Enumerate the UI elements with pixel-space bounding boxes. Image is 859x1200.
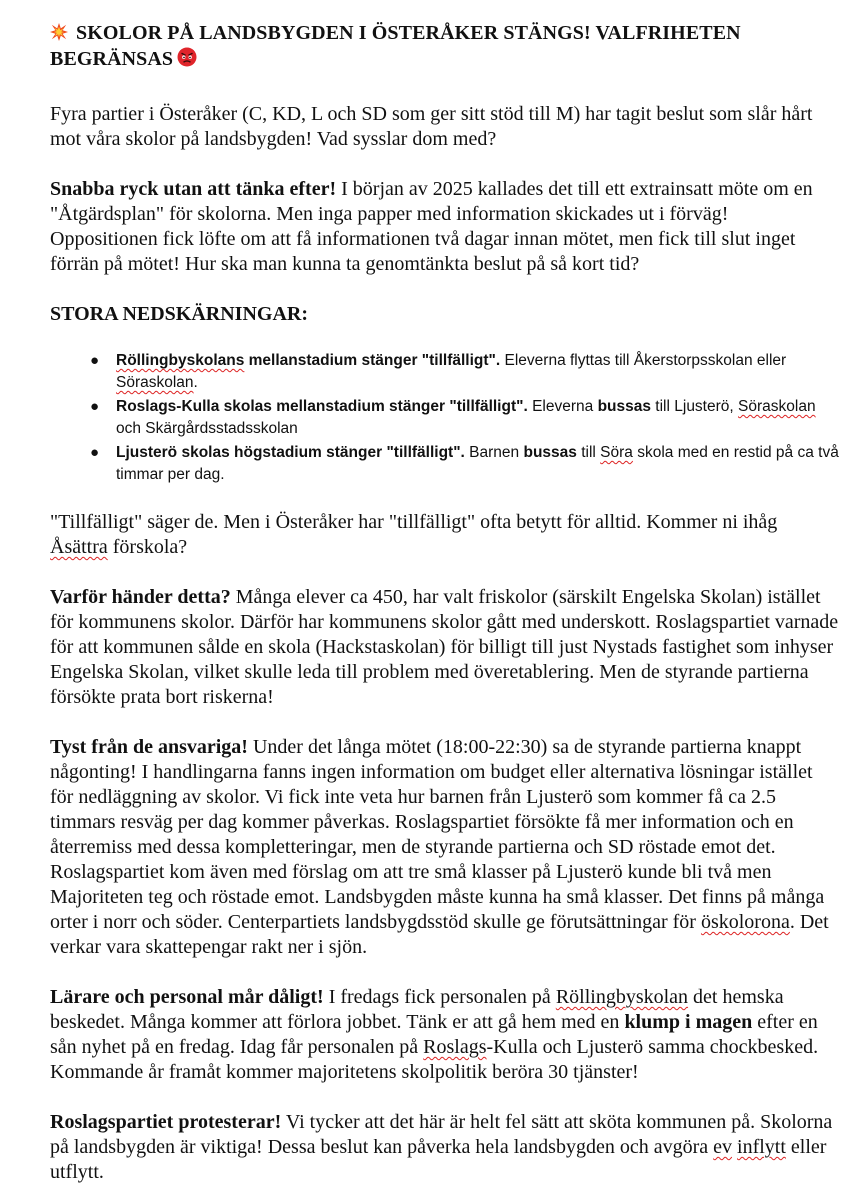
larare-sq-2: Roslags xyxy=(423,1036,487,1058)
larare-text-2: det hemska beskedet. Många kommer att förlora jobbet. Tänk er att gå hem med en xyxy=(50,986,784,1033)
collision-icon xyxy=(50,23,68,41)
document-title xyxy=(50,20,839,72)
tyst-text-end: . Det verkar vara skattepengar rakt ner i sjön. xyxy=(50,911,829,958)
tyst-lead: Tyst från de ansvariga! xyxy=(50,736,248,758)
item-bold: Roslags-Kulla skolas mellanstadium stänger "tillfälligt". xyxy=(116,398,528,415)
protest-paragraph xyxy=(50,1110,839,1185)
angry-face-icon xyxy=(177,47,197,67)
item-text-b: till xyxy=(576,444,601,461)
larare-paragraph xyxy=(50,985,839,1085)
varfor-lead: Varför händer detta? xyxy=(50,586,231,608)
list-item xyxy=(90,396,839,440)
item-text: Eleverna xyxy=(527,398,598,415)
snabba-paragraph xyxy=(50,177,839,277)
snabba-text: I början av 2025 kallades det till ett extrainsatt möte om en "Åtgärdsplan" för skolorna. Men inga papper med information skickades ut i förväg! Oppositionen fick löfte om att få informationen två dagar innan mötet, men fick till slut inget förrän på mötet! Hur ska man kunna ta genomtänkta beslut på så kort tid? xyxy=(50,178,813,275)
protest-lead: Roslagspartiet protesterar! xyxy=(50,1111,282,1133)
tyst-paragraph xyxy=(50,735,839,960)
intro-paragraph: Fyra partier i Österåker (C, KD, L och SD som ger sitt stöd till M) har tagit beslut som slår hårt mot våra skolor på landsbygden! Vad sysslar dom med? xyxy=(50,103,813,150)
item-sq: Söra xyxy=(600,444,633,461)
tillfalligt-text: "Tillfälligt" säger de. Men i Österåker har "tillfälligt" ofta betytt för alltid. Kommer ni ihåg xyxy=(50,511,778,533)
tyst-text: Under det långa mötet (18:00-22:30) sa de styrande partierna knappt någonting! I handlingarna fanns ingen information om budget eller alternativa lösningar istället för nedläggning av skolor. Vi fick inte veta hur barnen från Ljusterö som kommer få ca 2.5 timmars resväg per dag kommer påverkas. Roslagspartiet försökte få mer information och en återremiss med dessa kompletteringar, men de styrande partierna och SD röstade emot det. Roslagspartiet kom även med förslag om att tre små klasser på Ljusterö kunde bli två men Majoriteten teg och röstade emot. Landsbygden måste kunna ha små klasser. Det finns på många orter i norr och söder. Centerpartiets landsbygdsstöd skulle ge förutsättningar för xyxy=(50,736,825,933)
title-text: SKOLOR PÅ LANDSBYGDEN I ÖSTERÅKER STÄNGS! VALFRIHETEN BEGRÄNSAS xyxy=(50,22,741,70)
bullet-icon: ● xyxy=(90,398,100,415)
cuts-heading: STORA NEDSKÄRNINGAR: xyxy=(50,303,309,325)
protest-text: Vi tycker att det här är helt fel sätt att sköta kommunen på. Skolorna på landsbygden är viktiga! Dessa beslut kan påverka hela landsbygden och avgöra xyxy=(50,1111,833,1158)
larare-text: I fredags fick personalen på xyxy=(323,986,556,1008)
list-item xyxy=(90,350,839,394)
larare-sq: Röllingbyskolan xyxy=(555,986,689,1008)
tyst-sq: öskolorona xyxy=(700,911,790,933)
tillfalligt-sq: Åsättra xyxy=(50,536,108,558)
item-sq: Söraskolan xyxy=(116,374,194,391)
protest-text-3: eller utflytt. xyxy=(50,1136,827,1183)
larare-text-4: -Kulla och Ljusterö samma chockbesked. Kommande år framåt kommer majoritetens skolpolitik beröra 30 tjänster! xyxy=(50,1036,819,1083)
protest-sq: ev xyxy=(713,1136,733,1158)
larare-text-3: efter en sån nyhet på en fredag. Idag får personalen på xyxy=(50,1011,818,1058)
item-text: Barnen xyxy=(464,444,524,461)
item-text-end: och Skärgårdsstadsskolan xyxy=(116,420,298,437)
bullet-icon: ● xyxy=(90,352,100,369)
protest-sq-2: inflytt xyxy=(737,1136,786,1158)
bullet-icon: ● xyxy=(90,444,100,461)
item-bold-sq: Röllingbyskolans xyxy=(116,352,245,369)
tillfalligt-text-end: förskola? xyxy=(107,536,188,558)
larare-lead: Lärare och personal mår dåligt! xyxy=(50,986,324,1008)
varfor-paragraph xyxy=(50,585,839,710)
snabba-lead: Snabba ryck utan att tänka efter! xyxy=(50,178,337,200)
item-bold: Ljusterö skolas högstadium stänger "tillfälligt". xyxy=(116,444,465,461)
item-text: Eleverna flyttas till Åkerstorpsskolan eller xyxy=(500,352,787,369)
item-bold-bussas: bussas xyxy=(597,398,651,415)
item-text-end: . xyxy=(193,374,198,391)
item-text-b: till Ljusterö, xyxy=(651,398,739,415)
tillfalligt-paragraph xyxy=(50,510,839,560)
varfor-text: Många elever ca 450, har valt friskolor (särskilt Engelska Skolan) istället för kommunens skolor. Därför har kommunens skolor gått med underskott. Roslagspartiet varnade för att kommunen sålde en skola (Hackstaskolan) för billigt till just Nystads fastighet som inhyser Engelska Skolan, vilket skulle leda till problem med överetablering. Men de styrande partierna försökte prata bort riskerna! xyxy=(50,586,839,708)
list-item xyxy=(90,442,839,486)
item-sq: Söraskolan xyxy=(738,398,816,415)
item-bold-bussas: bussas xyxy=(523,444,577,461)
item-text-end: skola med en restid på ca två timmar per dag. xyxy=(116,444,839,483)
larare-bold: klump i magen xyxy=(624,1011,753,1033)
cuts-list xyxy=(50,350,839,486)
item-bold: mellanstadium stänger "tillfälligt". xyxy=(244,352,501,369)
